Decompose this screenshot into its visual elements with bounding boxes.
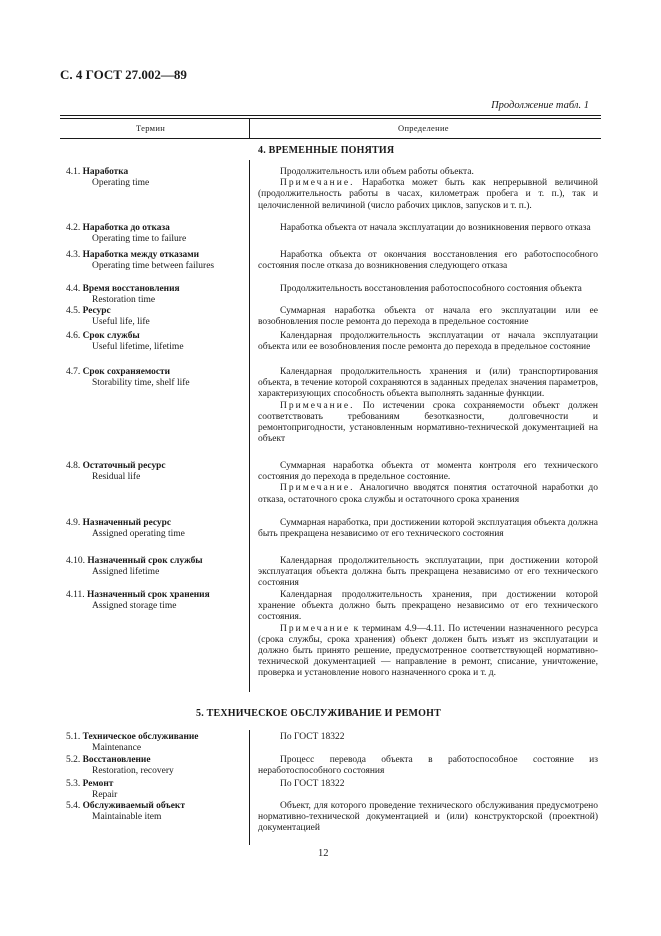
term-number: 5.1. <box>66 732 81 742</box>
term-cell <box>66 167 149 189</box>
definition-text: Наработка объекта от окончания восстановления его работоспособного состояния после отказа до возникновения следующего отказа <box>258 250 598 272</box>
term-english: Restoration time <box>92 295 156 305</box>
definition-text: Календарная продолжительность эксплуатации от начала эксплуатации объекта или ее возобновления после ремонта до перехода в предельное состояние <box>258 331 598 353</box>
term-english: Assigned storage time <box>92 601 177 611</box>
definition-text: Наработка может быть как непрерывной величиной (продолжительность работы в часах, километраж пробега и т. п.), так и целочисленной величиной (число рабочих циклов, запусков и т. п.). <box>258 178 598 211</box>
definition-text: Наработка объекта от начала эксплуатации до возникновения первого отказа <box>280 223 591 233</box>
column-divider-section-5 <box>249 730 250 845</box>
term-cell <box>66 306 150 328</box>
definition-cell <box>258 284 598 295</box>
term-name: Техническое обслуживание <box>82 732 199 742</box>
term-number: 4.4. <box>66 284 81 294</box>
definition-paragraph <box>258 167 598 178</box>
definition-cell <box>258 590 598 680</box>
definition-cell <box>258 167 598 212</box>
definition-paragraph <box>258 801 598 835</box>
definition-paragraph <box>258 223 598 234</box>
definition-text: По истечении срока сохраняемости объект должен соответствовать требованиям безотказности, долговечности и ремонтопригодности, установленным нормативно-технической документацией на объект <box>258 400 598 445</box>
definition-paragraph <box>258 779 598 790</box>
definition-cell <box>258 801 598 835</box>
definition-cell <box>258 331 598 353</box>
term-cell <box>66 250 214 272</box>
term-english: Assigned lifetime <box>92 567 160 577</box>
term-number: 4.7. <box>66 367 81 377</box>
table-top-rule-2 <box>60 118 601 119</box>
definition-text: По ГОСТ 18322 <box>280 732 345 742</box>
term-cell <box>66 461 166 483</box>
definition-paragraph <box>258 590 598 624</box>
definition-paragraph <box>258 306 598 328</box>
definition-paragraph <box>258 250 598 272</box>
definition-paragraph <box>258 461 598 483</box>
definition-paragraph <box>258 624 598 680</box>
definition-text: Объект, для которого проведение технического обслуживания предусмотрено нормативно-технической документацией и (или) конструкторской (проектной) документацией <box>258 801 598 834</box>
term-cell <box>66 518 185 540</box>
definition-text: Календарная продолжительность хранения, при достижении которой хранение объекта должно быть прекращено независимо от его технического состояния. <box>258 590 598 623</box>
term-cell <box>66 779 117 801</box>
definition-paragraph <box>258 367 598 401</box>
term-cell <box>66 755 174 777</box>
definition-cell <box>258 518 598 540</box>
definition-cell <box>258 250 598 272</box>
term-number: 4.8. <box>66 461 81 471</box>
definition-cell <box>258 223 598 234</box>
definition-text: Процесс перевода объекта в работоспособное состояние из неработоспособного состояния <box>258 755 598 777</box>
term-name: Назначенный срок службы <box>87 556 203 566</box>
definition-text: По ГОСТ 18322 <box>280 779 345 789</box>
term-number: 4.5. <box>66 306 81 316</box>
definition-paragraph <box>258 755 598 777</box>
definition-text: Календарная продолжительность хранения и (или) транспортирования объекта, в течение которой сохраняются в заданных пределах значения параметров, характеризующих способность объекта выполнять заданные функции. <box>258 367 598 400</box>
term-number: 4.6. <box>66 331 81 341</box>
term-number: 4.9. <box>66 518 81 528</box>
term-cell <box>66 590 210 612</box>
term-number: 5.2. <box>66 755 81 765</box>
term-number: 5.4. <box>66 801 81 811</box>
definition-text: Продолжительность или объем работы объекта. <box>280 167 474 177</box>
definition-cell <box>258 732 598 743</box>
term-name: Срок службы <box>82 331 140 341</box>
note-lead: Примечание. <box>280 400 355 411</box>
term-english: Storability time, shelf life <box>92 378 190 388</box>
term-number: 4.10. <box>66 556 85 566</box>
term-name: Наработка между отказами <box>82 250 200 260</box>
column-header-definition: Определение <box>398 123 449 133</box>
term-english: Operating time between failures <box>92 261 215 271</box>
definition-paragraph <box>258 284 598 295</box>
term-name: Срок сохраняемости <box>82 367 170 377</box>
definition-paragraph <box>258 401 598 446</box>
term-english: Repair <box>92 790 118 800</box>
term-name: Назначенный ресурс <box>82 518 171 528</box>
definition-paragraph <box>258 732 598 743</box>
definition-text: Суммарная наработка объекта от момента контроля его технического состояния до перехода в предельное состояние. <box>258 461 598 483</box>
term-english: Maintainable item <box>92 812 162 822</box>
definition-text: Суммарная наработка, при достижении которой эксплуатация объекта должна быть прекращена независимо от его технического состояния <box>258 518 598 540</box>
definition-cell <box>258 779 598 790</box>
definition-cell <box>258 556 598 590</box>
table-top-rule-1 <box>60 115 601 116</box>
term-number: 4.2. <box>66 223 81 233</box>
term-name: Остаточный ресурс <box>82 461 166 471</box>
term-cell <box>66 732 198 754</box>
definition-paragraph <box>258 518 598 540</box>
definition-text: Аналогично вводятся понятия остаточной наработки до отказа, остаточного срока службы и остаточного срока хранения <box>258 483 598 505</box>
definition-text: к терминам 4.9—4.11. По истечении назначенного ресурса (срока службы, срока хранения) объект должен быть изъят из эксплуатации и должно быть принято решение, предусмотренное соответствующей нормативно-технической документацией — направление в ремонт, списание, уничтожение, проверка и установление нового назначенного срока и т. д. <box>258 623 599 679</box>
term-english: Residual life <box>92 472 141 482</box>
definition-text: Суммарная наработка объекта от начала его эксплуатации или ее возобновления после ремонта до перехода в предельное состояние <box>258 306 598 328</box>
term-name: Назначенный срок хранения <box>87 590 210 600</box>
term-name: Обслуживаемый объект <box>82 801 185 811</box>
term-number: 4.11. <box>66 590 85 600</box>
note-lead: Примечание. <box>280 483 355 494</box>
definition-paragraph <box>258 178 598 212</box>
page-number: 12 <box>318 848 329 859</box>
document-header: С. 4 ГОСТ 27.002—89 <box>60 67 187 82</box>
definition-paragraph <box>258 556 598 590</box>
term-number: 5.3. <box>66 779 81 789</box>
header-column-divider <box>249 118 250 138</box>
term-name: Ресурс <box>82 306 111 316</box>
definition-cell <box>258 306 598 328</box>
term-cell <box>66 331 184 353</box>
term-number: 4.1. <box>66 167 81 177</box>
term-cell <box>66 801 185 823</box>
term-number: 4.3. <box>66 250 81 260</box>
term-name: Наработка <box>82 167 129 177</box>
definition-text: Календарная продолжительность эксплуатации, при достижении которой эксплуатация объекта должна быть прекращена независимо от его технического состояния <box>258 556 598 589</box>
definition-paragraph <box>258 331 598 353</box>
term-name: Восстановление <box>82 755 151 765</box>
term-english: Operating time <box>92 178 150 188</box>
term-name: Наработка до отказа <box>82 223 170 233</box>
term-name: Ремонт <box>82 779 114 789</box>
term-english: Operating time to failure <box>92 234 187 244</box>
column-divider-section-4 <box>249 160 250 692</box>
table-header-bottom-rule <box>60 138 601 139</box>
definition-cell <box>258 755 598 777</box>
term-english: Useful life, life <box>92 317 150 327</box>
term-cell <box>66 367 190 389</box>
column-header-term: Термин <box>136 123 166 133</box>
term-name: Время восстановления <box>82 284 180 294</box>
term-cell <box>66 223 186 245</box>
term-english: Useful lifetime, lifetime <box>92 342 184 352</box>
table-continuation-label: Продолжение табл. 1 <box>491 100 589 111</box>
definition-cell <box>258 461 598 506</box>
term-english: Assigned operating time <box>92 529 185 539</box>
definition-cell <box>258 367 598 445</box>
note-lead: Примечание. <box>280 178 355 189</box>
term-cell <box>66 556 203 578</box>
note-lead: Примечание <box>280 623 351 634</box>
definition-text: Продолжительность восстановления работоспособного состояния объекта <box>280 284 582 294</box>
term-english: Restoration, recovery <box>92 766 174 776</box>
term-english: Maintenance <box>92 743 142 753</box>
section-title-4: 4. ВРЕМЕННЫЕ ПОНЯТИЯ <box>258 145 395 156</box>
term-cell <box>66 284 180 306</box>
section-title-5: 5. ТЕХНИЧЕСКОЕ ОБСЛУЖИВАНИЕ И РЕМОНТ <box>196 708 441 719</box>
definition-paragraph <box>258 483 598 505</box>
